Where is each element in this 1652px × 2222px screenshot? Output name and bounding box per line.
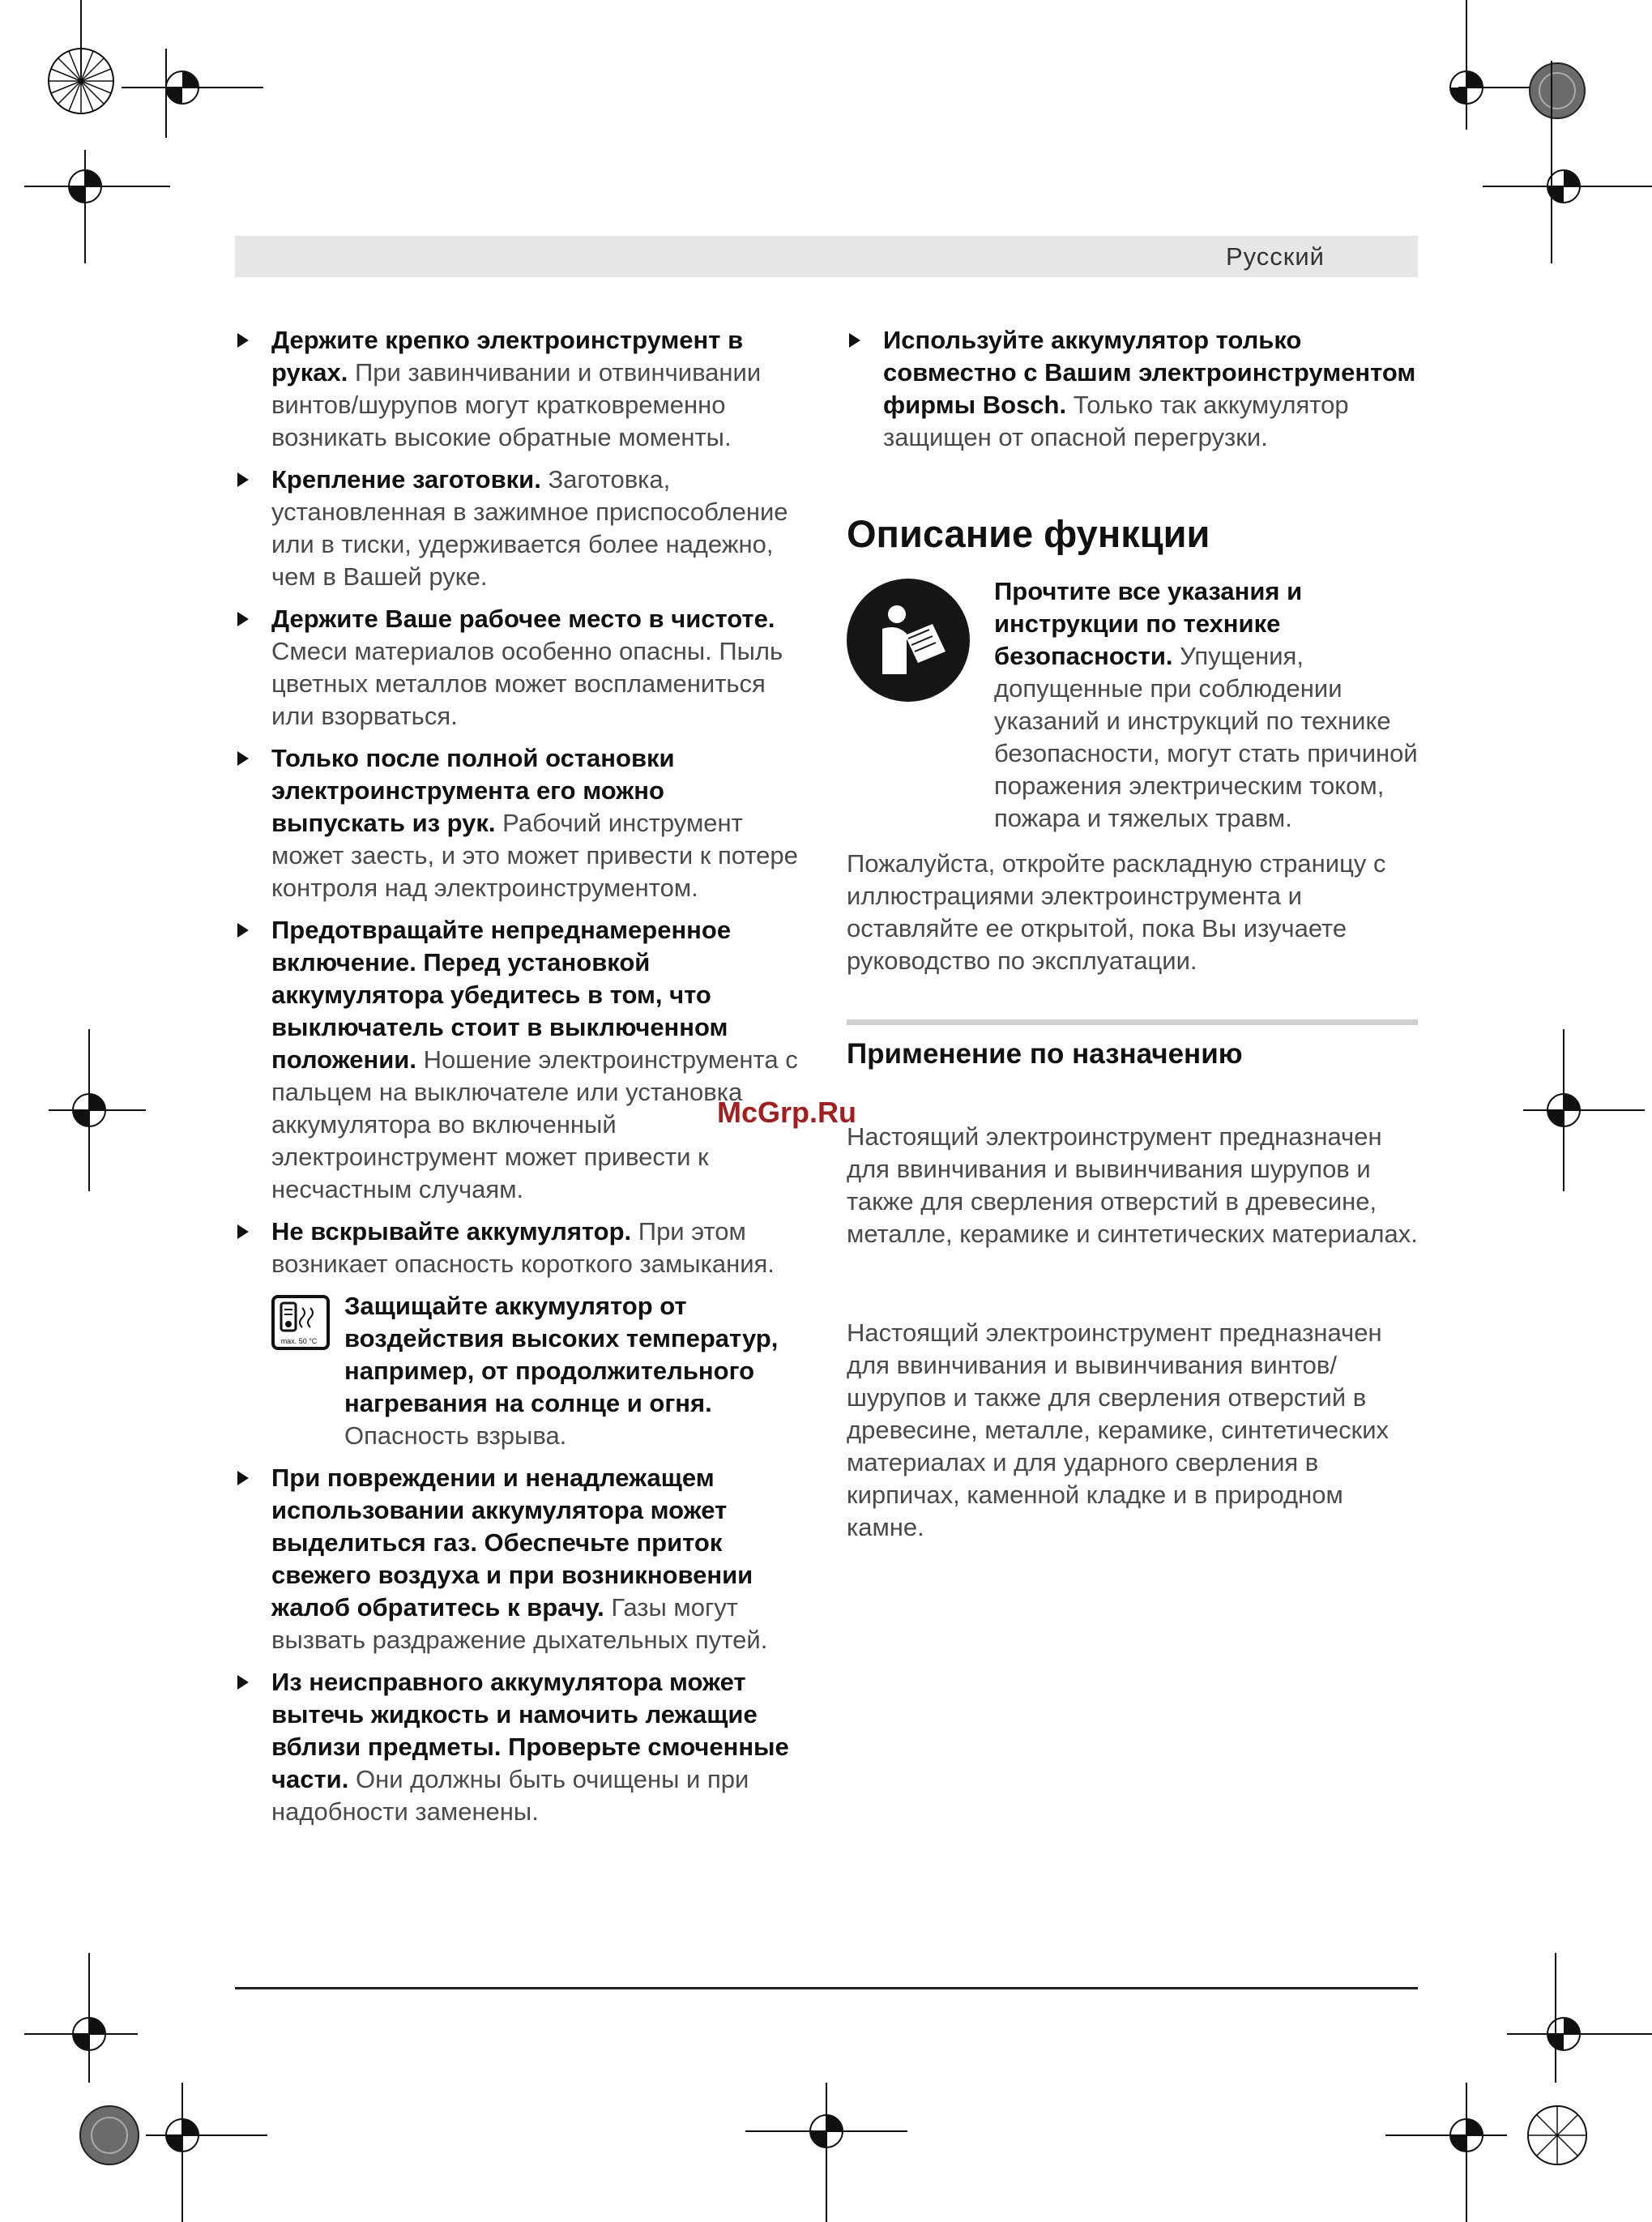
safety-bullet: Используйте аккумулятор только совместно с Вашим электроинструментом фирмы Bosch. Только так аккумулятор защищен от опасной перегрузки.: [847, 324, 1418, 454]
intended-use-paragraph-2: Настоящий электроинструмент предназначен для ввинчивания и вывинчивания винтов/шурупов и также для сверления отверстий в древесине, металле, керамике, синтетических материалах и для ударного сверления в кирпичах, каменной кладке и в природном камне.: [847, 1318, 1389, 1541]
safety-bullet: Крепление заготовки. Заготовка, установленная в зажимное приспособление или в тиски, удерживается более надежно, чем в Вашей руке.: [235, 464, 802, 593]
safety-bullet: Держите крепко электроинструмент в руках. При завинчивании и отвинчивании винтов/шурупов могут кратковременно возникать высокие обратные моменты.: [235, 324, 802, 454]
section-title: Описание функции: [847, 512, 1210, 555]
safety-bullet: Из неисправного аккумулятора может вытечь жидкость и намочить лежащие вблизи предметы. Проверьте смоченные части. Они должны быть очищены и при надобности заменены.: [235, 1666, 802, 1828]
bullet-arrow-icon: [237, 1224, 249, 1239]
subsection-divider: [847, 1019, 1418, 1025]
safety-bullet: Только после полной остановки электроинструмента его можно выпускать из рук. Рабочий инструмент может заесть, и это может привести к потере контроля над электроинструментом.: [235, 742, 802, 904]
right-column: [847, 324, 1418, 1544]
watermark-text: McGrp.Ru: [717, 1096, 857, 1129]
registration-mark-top-right: [1385, 0, 1652, 267]
battery-temperature-icon: [271, 1295, 330, 1350]
bullet-arrow-icon: [237, 612, 249, 626]
registration-mark-bottom-center: [745, 2075, 907, 2222]
safety-bullet: Держите Ваше рабочее место в чистоте. Смеси материалов особенно опасны. Пыль цветных металлов может воспламениться или взорваться.: [235, 603, 802, 733]
language-label: Русский: [1225, 242, 1325, 271]
registration-mark-mid-left: [49, 1029, 146, 1191]
bullet-arrow-icon: [237, 1675, 249, 1690]
svg-text:max. 50 °C: max. 50 °C: [280, 1337, 318, 1345]
page-header-band: [235, 236, 1418, 277]
registration-mark-bottom-left: [24, 1953, 275, 2222]
registration-mark-mid-right: [1523, 1029, 1645, 1191]
safety-bullet: При повреждении и ненадлежащем использовании аккумулятора может выделиться газ. Обеспечьте приток свежего воздуха и при возникновении жалоб обратитесь к врачу. Газы могут вызвать раздражение дыхательных путей.: [235, 1462, 802, 1656]
foldout-instruction: Пожалуйста, откройте раскладную страницу с иллюстрациями электроинструмента и оставляйте ее открытой, пока Вы изучаете руководство по эксплуатации.: [847, 849, 1386, 975]
bullet-arrow-icon: [237, 472, 249, 487]
safety-bullet: Предотвращайте непреднамеренное включение. Перед установкой аккумулятора убедитесь в том, что выключатель стоит в выключенном положении. Ношение электроинструмента с пальцем на выключателе или установка аккумулятора во включенный электроинструмент может привести к несчастным случаям.: [235, 914, 802, 1206]
bullet-arrow-icon: [237, 333, 249, 348]
bullet-arrow-icon: [237, 923, 249, 938]
temperature-warning: max. 50 °C Защищайте аккумулятор от воздействия высоких температур, например, от продолжительного нагревания на солнце и огня. Опасность взрыва.: [271, 1290, 802, 1452]
read-notice-text: Прочтите все указания и инструкции по технике безопасности. Упущения, допущенные при соблюдении указаний и инструкций по технике безопасности, могут стать причиной поражения электрическим током, пожара и тяжелых травм.: [994, 577, 1418, 832]
subsection-title: Применение по назначению: [847, 1038, 1243, 1070]
bullet-arrow-icon: [849, 333, 860, 348]
read-manual-icon: [847, 579, 970, 702]
left-column: [235, 324, 802, 1838]
registration-mark-top-left: [24, 0, 267, 267]
footer-rule: [235, 1987, 1418, 1989]
safety-bullet: Не вскрывайте аккумулятор. При этом возникает опасность короткого замыкания.: [235, 1216, 802, 1280]
intended-use-paragraph-1: Настоящий электроинструмент предназначен для ввинчивания и вывинчивания шурупов и также для сверления отверстий в древесине, металле, керамике и синтетических материалах.: [847, 1122, 1418, 1248]
read-manual-notice: [847, 575, 1418, 835]
bullet-arrow-icon: [237, 751, 249, 766]
registration-mark-bottom-right: [1385, 1953, 1652, 2222]
bullet-arrow-icon: [237, 1471, 249, 1485]
